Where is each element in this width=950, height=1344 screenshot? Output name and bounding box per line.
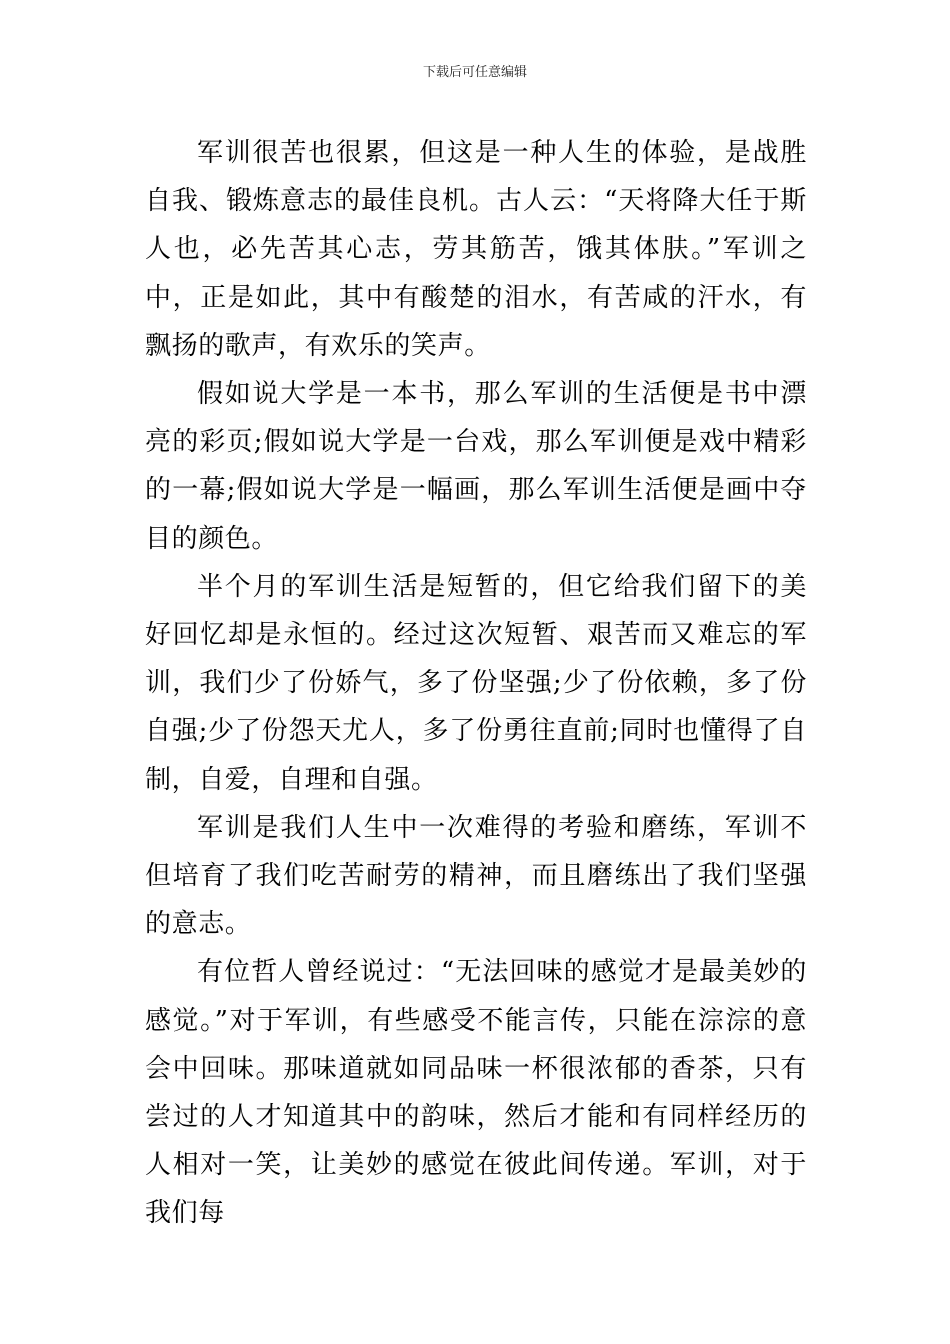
- paragraph-1: 军训很苦也很累，但这是一种人生的体验，是战胜自我、锻炼意志的最佳良机。古人云：“天将降大任于斯人也，必先苦其心志，劳其筋苦，饿其体肤。”军训之中，正是如此，其中有酸楚的泪水，有苦咸的汗水，有飘扬的歌声，有欢乐的笑声。: [145, 138, 807, 361]
- paragraph-3: 半个月的军训生活是短暂的，但它给我们留下的美好回忆却是永恒的。经过这次短暂、艰苦而又难忘的军训，我们少了份娇气，多了份坚强;少了份依赖，多了份自强;少了份怨天尤人，多了份勇往直前;同时也懂得了自制，自爱，自理和自强。: [145, 571, 807, 795]
- paragraph-4: 军训是我们人生中一次难得的考验和磨练，军训不但培育了我们吃苦耐劳的精神，而且磨练出了我们坚强的意志。: [145, 812, 807, 940]
- page-header: 下载后可任意编辑: [422, 65, 527, 80]
- paragraph-2: 假如说大学是一本书，那么军训的生活便是书中漂亮的彩页;假如说大学是一台戏，那么军训便是戏中精彩的一幕;假如说大学是一幅画，那么军训生活便是画中夺目的颜色。: [145, 379, 807, 554]
- paragraph-5: 有位哲人曾经说过：“无法回味的感觉才是最美妙的感觉。”对于军训，有些感受不能言传，只能在淙淙的意会中回味。那味道就如同品味一杯很浓郁的香茶，只有尝过的人才知道其中的韵味，然后才能和有同样经历的人相对一笑，让美妙的感觉在彼此间传递。军训，对于我们每: [145, 957, 807, 1229]
- document-body: [145, 129, 807, 1238]
